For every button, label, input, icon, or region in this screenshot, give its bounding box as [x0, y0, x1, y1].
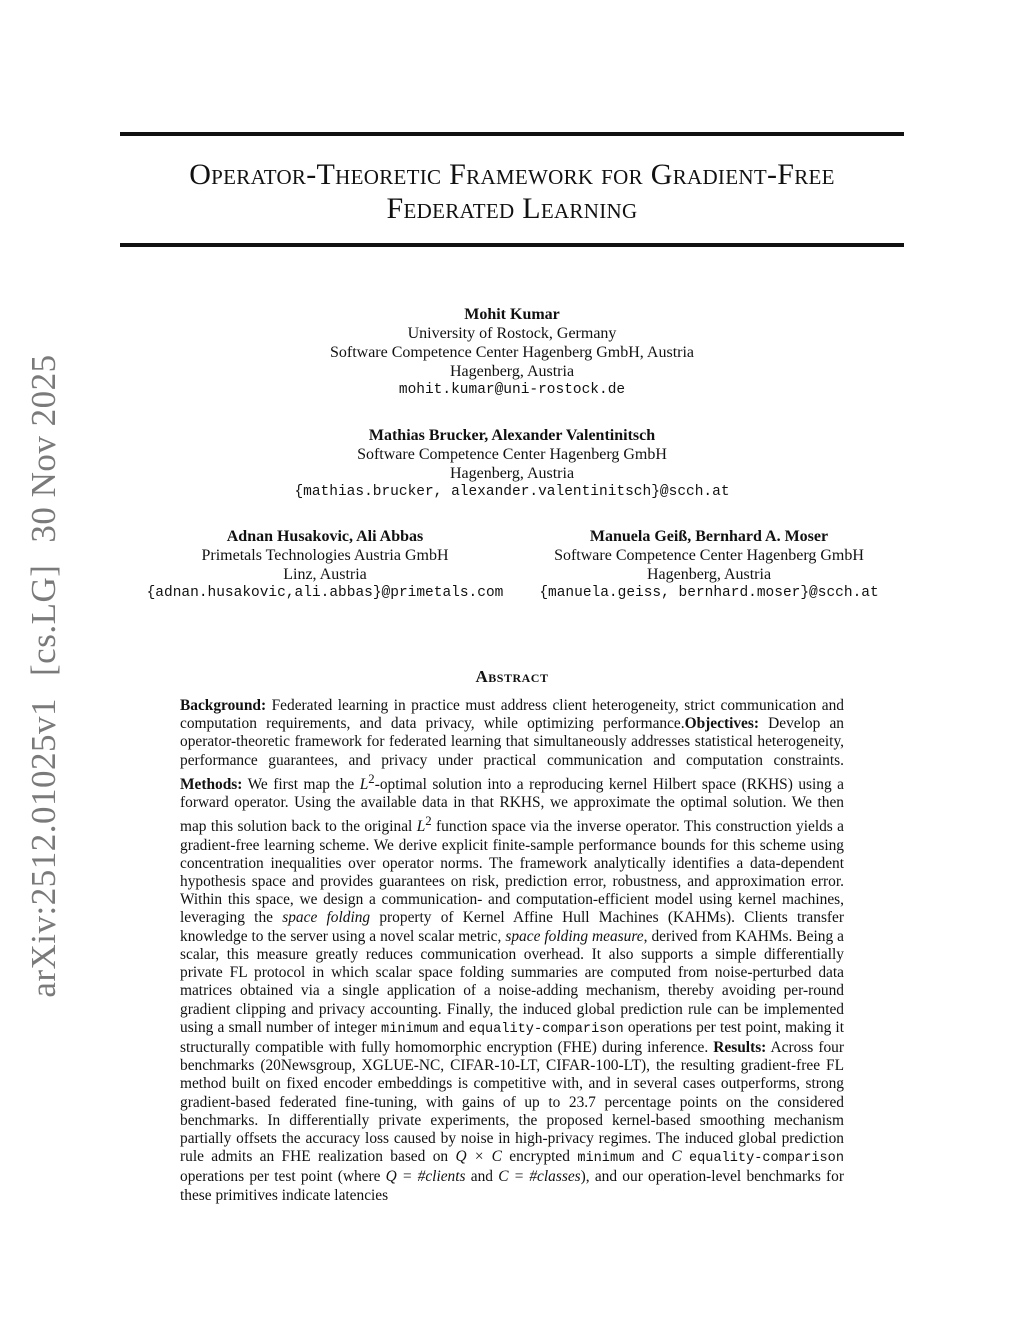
affiliation: Linz, Austria	[283, 566, 367, 583]
affiliation: Software Competence Center Hagenberg GmbH, Austria	[329, 344, 695, 361]
results-text: ), and our operation-level benchmarks for these primitives indicate latencies	[180, 1168, 844, 1204]
affiliation: Hagenberg, Austria	[646, 566, 772, 583]
space-folding-measure-term: space folding measure	[505, 927, 644, 945]
space-folding-term: space folding	[282, 909, 371, 927]
author-names: Manuela Geiß, Bernhard A. Moser	[589, 528, 829, 545]
title-rule-top	[120, 132, 904, 136]
arxiv-category: [cs.LG]	[24, 564, 63, 676]
methods-label: Methods:	[180, 775, 243, 793]
code-minimum: minimum	[577, 1151, 635, 1167]
conjunction: and	[438, 1018, 469, 1036]
results-text: and	[634, 1148, 672, 1166]
code-equality-comparison: equality-comparison	[688, 1151, 844, 1167]
math-c-classes: C = #classes	[498, 1168, 581, 1186]
methods-text: -optimal solution into a reproducing kernel Hilbert space (RKHS) using a forward operator. Using the available data in that RKHS, we approximate the optimal solution. We then map this solution back to the original	[180, 775, 844, 836]
affiliation: Hagenberg, Austria	[449, 465, 575, 482]
results-text: and	[465, 1168, 499, 1186]
results-text: Across four benchmarks (20Newsgroup, XGLUE-NC, CIFAR-10-LT, CIFAR-100-LT), the resulting gradient-free FL method built on fixed encoder embeddings is competitive with, and in several cases outperforms, strong gradient-based federated fine-tuning, with gains of up to 23.7 percentage points on the considered benchmarks. In differentially private experiments, the proposed kernel-based smoothing mechanism partially offsets the accuracy loss caused by noise in high-privacy regimes. The induced global prediction rule admits an FHE realization based on	[180, 1038, 844, 1166]
author-names: Mathias Brucker, Alexander Valentinitsch	[368, 427, 656, 444]
math-l2: L	[359, 775, 369, 793]
affiliation: Software Competence Center Hagenberg GmbH	[554, 547, 864, 564]
objectives-label: Objectives:	[684, 715, 759, 733]
arxiv-stamp	[24, 332, 64, 997]
math-c: C	[671, 1148, 682, 1166]
results-text: operations per test point (where	[180, 1168, 386, 1186]
author-email: {manuela.geiss, bernhard.moser}@scch.at	[539, 585, 879, 601]
author-email: {adnan.husakovic,ali.abbas}@primetals.com	[146, 585, 504, 601]
title-rule-bottom	[120, 243, 904, 247]
affiliation: Primetals Technologies Austria GmbH	[201, 547, 449, 564]
objectives-text: Develop an operator-theoretic framework for federated learning that simultaneously addresses statistical heterogeneity, performance guarantees, and privacy under practical communication and computation constraints.	[180, 715, 844, 769]
math-l2: L	[416, 818, 426, 836]
math-q-times-c: Q × C	[455, 1148, 502, 1166]
author-names: Adnan Husakovic, Ali Abbas	[226, 528, 424, 545]
math-q-clients: Q = #clients	[385, 1168, 466, 1186]
author-names: Mohit Kumar	[464, 306, 560, 323]
methods-text: , derived from KAHMs. Being a scalar, this measure greatly reduces communication overhead. It also supports a simple differentially private FL protocol in which scalar space folding summaries are computed from noise-perturbed data matrices obtained via a single application of a noise-adding mechanism, thereby avoiding per-round gradient clipping and privacy accounting. Finally, the induced global prediction rule can be implemented using a small number of integer	[180, 927, 844, 1036]
code-equality-comparison: equality-comparison	[468, 1021, 624, 1037]
author-email: {mathias.brucker, alexander.valentinitsch}@scch.at	[294, 484, 730, 500]
title-line-1: Operator-Theoretic Framework for Gradient-Free	[189, 158, 835, 191]
author-block	[514, 527, 904, 603]
title-line-2: Federated Learning	[386, 192, 638, 225]
author-block	[212, 305, 812, 400]
arxiv-id: arXiv:2512.01025v1	[24, 697, 63, 998]
arxiv-date: 30 Nov 2025	[24, 354, 63, 543]
methods-text: operations per test point, making it structurally compatible with fully homomorphic encryption (FHE) during inference.	[180, 1018, 844, 1056]
paper-title	[120, 158, 904, 226]
code-minimum: minimum	[381, 1021, 439, 1037]
background-label: Background:	[180, 697, 267, 714]
math-superscript: 2	[425, 814, 432, 829]
results-text: encrypted	[501, 1148, 578, 1166]
methods-text: property of Kernel Affine Hull Machines (KAHMs). Clients transfer knowledge to the server using a novel scalar metric,	[180, 909, 845, 945]
affiliation: Hagenberg, Austria	[449, 363, 575, 380]
background-text: Federated learning in practice must address client heterogeneity, strict communication and computation requirements, and data privacy, while optimizing performance.	[180, 697, 844, 733]
author-email: mohit.kumar@uni-rostock.de	[398, 382, 626, 398]
methods-text: We first map the	[242, 775, 360, 793]
affiliation: Software Competence Center Hagenberg GmbH	[357, 446, 667, 463]
methods-text: function space via the inverse operator. This construction yields a gradient-free learning scheme. We derive explicit finite-sample performance bounds for this scheme using concentration inequalities over operator norms. The framework analytically identifies a data-dependent hypothesis space and provides guarantees on risk, prediction error, robustness, and approximation error. Within this space, we design a communication- and computation-efficient model using kernel machines, leveraging the	[180, 818, 844, 927]
math-superscript: 2	[368, 771, 375, 786]
abstract-heading: Abstract	[475, 667, 549, 686]
affiliation: University of Rostock, Germany	[407, 325, 617, 342]
author-block	[130, 527, 520, 603]
abstract-body	[180, 697, 844, 1205]
author-block	[212, 426, 812, 502]
results-label: Results:	[713, 1038, 767, 1056]
